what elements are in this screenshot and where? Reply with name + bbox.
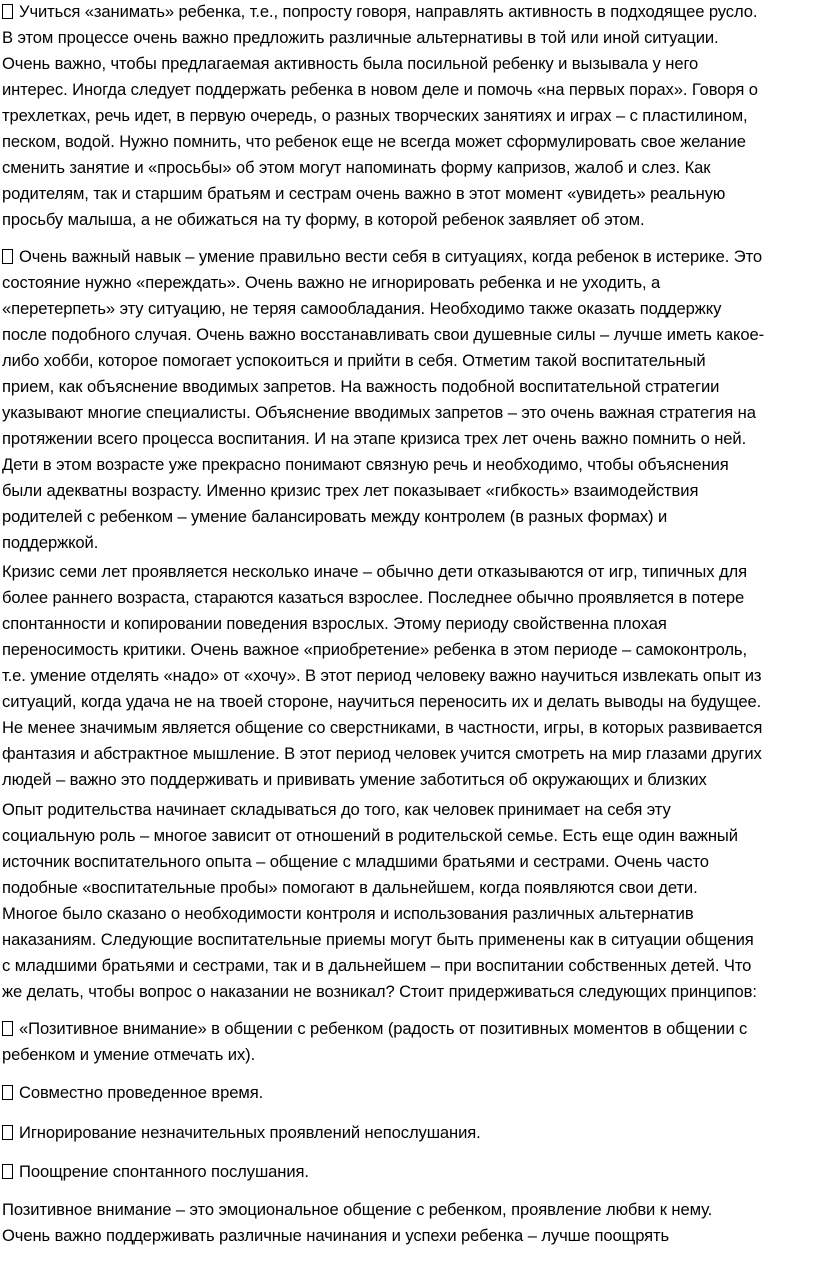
text-line: В этом процессе очень важно предложить различные альтернативы в той или иной ситуации.: [2, 28, 719, 47]
text-line: сменить занятие и «просьбы» об этом могут напоминать форму капризов, жалоб и слез. Как: [2, 158, 711, 177]
text-line: протяжении всего процесса воспитания. И на этапе кризиса трех лет очень важно помнить о ней.: [2, 429, 747, 448]
text-line: Игнорирование незначительных проявлений непослушания.: [19, 1123, 481, 1142]
text-line: наказаниям. Следующие воспитательные приемы могут быть применены как в ситуации общения: [2, 930, 754, 949]
text-line: интерес. Иногда следует поддержать ребенка в новом деле и помочь «на первых порах». Говоря о: [2, 80, 758, 99]
text-line: фантазия и абстрактное мышление. В этот период человек учится смотреть на мир глазами других: [2, 744, 762, 763]
paragraph-tantrum-skill: [2, 244, 814, 556]
text-line: спонтанности и копировании поведения взрослых. Этому периоду свойственна плохая: [2, 614, 667, 633]
paragraph-crisis-seven: [2, 559, 814, 793]
text-line: ситуаций, когда удача не на твоей стороне, научиться переносить их и делать выводы на будущее.: [2, 692, 762, 711]
paragraph-parenting-experience: [2, 797, 814, 1005]
missing-glyph-bullet-icon: [2, 1021, 13, 1036]
missing-glyph-bullet-icon: [2, 4, 13, 19]
text-line: подобные «воспитательные пробы» помогают в дальнейшем, когда появляются свои дети.: [2, 878, 698, 897]
text-line: состояние нужно «переждать». Очень важно не игнорировать ребенка и не уходить, а: [2, 273, 661, 292]
text-line: с младшими братьями и сестрами, так и в дальнейшем – при воспитании собственных детей. Что: [2, 956, 752, 975]
text-line: «перетерпеть» эту ситуацию, не теряя самообладания. Необходимо также оказать поддержку: [2, 299, 722, 318]
list-item-encourage-obedience: [2, 1159, 814, 1185]
text-line: Очень важно, чтобы предлагаемая активность была посильной ребенку и вызывала у него: [2, 54, 699, 73]
text-line: т.е. умение отделять «надо» от «хочу». В этот период человеку важно научиться извлекать опыт из: [2, 666, 762, 685]
text-line: родителям, так и старшим братьям и сестрам очень важно в этот момент «увидеть» реальную: [2, 184, 726, 203]
text-line: поддержкой.: [2, 533, 99, 552]
text-line: переносимость критики. Очень важное «приобретение» ребенка в этом периоде – самоконтроль,: [2, 640, 747, 659]
list-item-ignore-minor: [2, 1120, 814, 1146]
text-line: Поощрение спонтанного послушания.: [19, 1162, 309, 1181]
text-line: песком, водой. Нужно помнить, что ребенок еще не всегда может сформулировать свое желание: [2, 132, 746, 151]
missing-glyph-bullet-icon: [2, 1164, 13, 1179]
text-line: «Позитивное внимание» в общении с ребенком (радость от позитивных моментов в общении с: [19, 1019, 748, 1038]
text-line: трехлетках, речь идет, в первую очередь, о разных творческих занятиях и играх – с пластилином,: [2, 106, 748, 125]
text-line: либо хобби, которое помогает успокоиться и прийти в себя. Отметим такой воспитательный: [2, 351, 706, 370]
missing-glyph-bullet-icon: [2, 249, 13, 264]
text-line: более раннего возраста, стараются казаться взрослее. Последнее обычно проявляется в потере: [2, 588, 745, 607]
text-line: Многое было сказано о необходимости контроля и использования различных альтернатив: [2, 904, 694, 923]
list-item-time-together: [2, 1080, 814, 1106]
missing-glyph-bullet-icon: [2, 1085, 13, 1100]
paragraph-occupy-child: [2, 0, 814, 233]
text-line: Учиться «занимать» ребенка, т.е., попросту говоря, направлять активность в подходящее русло.: [19, 2, 758, 21]
text-line: источник воспитательного опыта – общение с младшими братьями и сестрами. Очень часто: [2, 852, 709, 871]
missing-glyph-bullet-icon: [2, 1125, 13, 1140]
text-line: людей – важно это поддерживать и прививать умение заботиться об окружающих и близких: [2, 770, 707, 789]
text-line: Позитивное внимание – это эмоциональное общение с ребенком, проявление любви к нему.: [2, 1200, 713, 1219]
text-line: Дети в этом возрасте уже прекрасно понимают связную речь и необходимо, чтобы объяснения: [2, 455, 729, 474]
text-line: же делать, чтобы вопрос о наказании не возникал? Стоит придерживаться следующих принципов:: [2, 982, 757, 1001]
text-line: Очень важно поддерживать различные начинания и успехи ребенка – лучше поощрять: [2, 1226, 670, 1245]
text-line: Кризис семи лет проявляется несколько иначе – обычно дети отказываются от игр, типичных для: [2, 562, 747, 581]
text-line: указывают многие специалисты. Объяснение вводимых запретов – это очень важная стратегия на: [2, 403, 756, 422]
text-line: были адекватны возрасту. Именно кризис трех лет показывает «гибкость» взаимодействия: [2, 481, 699, 500]
text-line: прием, как объяснение вводимых запретов. На важность подобной воспитательной стратегии: [2, 377, 720, 396]
text-line: Совместно проведенное время.: [19, 1083, 264, 1102]
text-line: после подобного случая. Очень важно восстанавливать свои душевные силы – лучше иметь какое-: [2, 325, 765, 344]
text-line: Опыт родительства начинает складываться до того, как человек принимает на себя эту: [2, 800, 671, 819]
list-item-positive-attention: [2, 1016, 814, 1068]
paragraph-positive-attention: [2, 1197, 814, 1249]
text-line: Не менее значимым является общение со сверстниками, в частности, игры, в которых развивается: [2, 718, 763, 737]
text-line: социальную роль – многое зависит от отношений в родительской семье. Есть еще один важный: [2, 826, 738, 845]
text-line: Очень важный навык – умение правильно вести себя в ситуациях, когда ребенок в истерике. Это: [19, 247, 763, 266]
text-line: родителей с ребенком – умение балансировать между контролем (в разных формах) и: [2, 507, 668, 526]
text-line: ребенком и умение отмечать их).: [2, 1045, 256, 1064]
text-line: просьбу малыша, а не обижаться на ту форму, в которой ребенок заявляет об этом.: [2, 210, 645, 229]
